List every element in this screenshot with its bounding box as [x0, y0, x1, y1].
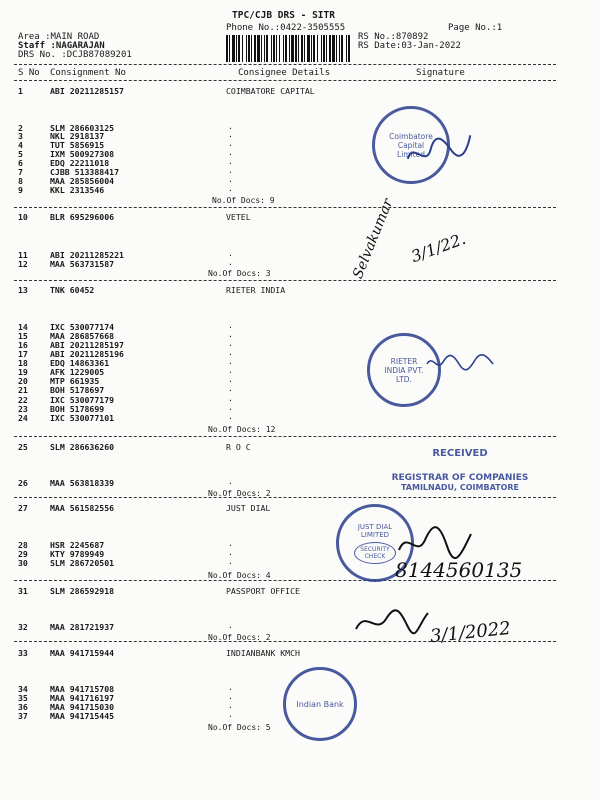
barcode-bar [289, 35, 290, 62]
page-number: Page No.:1 [448, 23, 503, 33]
consignment-number: MAA 563731587 [50, 259, 115, 269]
barcode-bar [266, 35, 268, 62]
consignment-number: ABI 20211285197 [50, 340, 124, 350]
serial-number: 33 [18, 648, 28, 658]
consignment-number: TUT 5856915 [50, 140, 105, 150]
barcode-bar [346, 35, 347, 62]
phone-number: Phone No.:0422-3505555 [226, 23, 346, 33]
stamp-inner-text: SECURITY CHECK [354, 542, 396, 564]
serial-number: 15 [18, 331, 28, 341]
rs-date: RS Date:03-Jan-2022 [358, 41, 461, 51]
barcode-bar [238, 35, 240, 62]
consignment-number: NKL 2918137 [50, 131, 105, 141]
barcode-bar [295, 35, 297, 62]
serial-number: 7 [18, 167, 23, 177]
serial-number: 24 [18, 413, 28, 423]
barcode-bar [229, 35, 230, 62]
barcode-bar [264, 35, 265, 62]
dot-mark: . [228, 709, 233, 719]
consignment-number: SLM 286720501 [50, 558, 115, 568]
consignment-number: MAA 285856004 [50, 176, 115, 186]
serial-number: 34 [18, 684, 28, 694]
group-divider [14, 497, 556, 498]
consignment-number: MAA 281721937 [50, 622, 115, 632]
dot-mark: . [228, 347, 233, 357]
docs-count: No.Of Docs: 2 [208, 489, 271, 498]
dot-mark: . [228, 476, 233, 486]
serial-number: 1 [18, 86, 23, 96]
dot-mark: . [228, 156, 233, 166]
serial-number: 22 [18, 395, 28, 405]
divider [14, 80, 556, 81]
barcode-bar [246, 35, 247, 62]
dot-mark: . [228, 121, 233, 131]
dot-mark: . [228, 402, 233, 412]
dot-mark: . [228, 147, 233, 157]
dot-mark: . [228, 547, 233, 557]
serial-number: 28 [18, 540, 28, 550]
barcode-bar [304, 35, 305, 62]
consignment-number: HSR 2245687 [50, 540, 105, 550]
barcode-bar [313, 35, 315, 62]
consignment-number: MAA 941715030 [50, 702, 115, 712]
consignment-number: MAA 941715708 [50, 684, 115, 694]
col-consignee: Consignee Details [238, 68, 331, 78]
barcode-bar [336, 35, 337, 62]
docs-count: No.Of Docs: 5 [208, 723, 271, 732]
serial-number: 5 [18, 149, 23, 159]
serial-number: 3 [18, 131, 23, 141]
serial-number: 2 [18, 123, 23, 133]
consignment-number: BLR 695296006 [50, 212, 115, 222]
dot-mark: . [228, 393, 233, 403]
dot-mark: . [228, 320, 233, 330]
consignee-name: INDIANBANK KMCH [226, 648, 300, 658]
barcode-bar [276, 35, 277, 62]
consignment-number: SLM 286603125 [50, 123, 115, 133]
consignment-number: IXM 500927308 [50, 149, 115, 159]
dot-mark: . [228, 129, 233, 139]
barcode-bar [226, 35, 228, 62]
consignment-number: EDQ 22211018 [50, 158, 110, 168]
dot-mark: . [228, 257, 233, 267]
consignment-number: MAA 941716197 [50, 693, 115, 703]
dot-mark: . [228, 356, 233, 366]
rieter-signature [425, 350, 495, 378]
serial-number: 32 [18, 622, 28, 632]
consignment-number: ABI 20211285157 [50, 86, 124, 96]
barcode-bar [326, 35, 327, 62]
barcode-bar [317, 35, 318, 62]
consignment-number: KTY 9789949 [50, 549, 105, 559]
stamp-text: RIETER INDIA PVT. LTD. [384, 356, 424, 384]
dot-mark: . [228, 556, 233, 566]
serial-number: 12 [18, 259, 28, 269]
consignment-number: BOH 5178697 [50, 385, 105, 395]
indian-bank-stamp [283, 667, 357, 741]
serial-number: 4 [18, 140, 23, 150]
roc-received-stamp [375, 448, 545, 492]
barcode-bar [257, 35, 260, 62]
vetel-signature: Selvakumar [350, 196, 397, 281]
serial-number: 20 [18, 376, 28, 386]
stamp-line: REGISTRAR OF COMPANIES [391, 473, 529, 483]
barcode-bar [332, 35, 335, 62]
consignee-name: RIETER INDIA [226, 285, 286, 295]
barcode-bar [321, 35, 322, 62]
consignee-name: VETEL [226, 212, 251, 222]
consignment-number: MAA 941715944 [50, 648, 115, 658]
dot-mark: . [228, 138, 233, 148]
serial-number: 30 [18, 558, 28, 568]
serial-number: 29 [18, 549, 28, 559]
barcode-bar [341, 35, 343, 62]
barcode-bar [242, 35, 243, 62]
stamp-line: TAMILNADU, COIMBATORE [400, 483, 520, 492]
dot-mark: . [228, 374, 233, 384]
consignment-number: MAA 941715445 [50, 711, 115, 721]
docs-count: No.Of Docs: 3 [208, 269, 271, 278]
consignment-number: CJBB 513388417 [50, 167, 120, 177]
consignment-number: AFK 1229005 [50, 367, 105, 377]
barcode-bar [279, 35, 280, 62]
group-divider [14, 280, 556, 281]
consignment-number: KKL 2313546 [50, 185, 105, 195]
barcode-bar [271, 35, 272, 62]
dot-mark: . [228, 338, 233, 348]
dot-mark: . [228, 383, 233, 393]
serial-number: 9 [18, 185, 23, 195]
stamp-text: Indian Bank [296, 699, 344, 709]
consignment-number: IXC 530077101 [50, 413, 115, 423]
docs-count: No.Of Docs: 2 [208, 633, 271, 642]
barcode-bar [261, 35, 262, 62]
serial-number: 17 [18, 349, 28, 359]
barcode-bar [311, 35, 312, 62]
drs-title: TPC/CJB DRS - SITR [232, 10, 335, 21]
serial-number: 14 [18, 322, 28, 332]
barcode-bar [254, 35, 256, 62]
dot-mark: . [228, 365, 233, 375]
serial-number: 6 [18, 158, 23, 168]
serial-number: 21 [18, 385, 28, 395]
serial-number: 23 [18, 404, 28, 414]
consignee-name: PASSPORT OFFICE [226, 586, 300, 596]
passport-sign-date: 3/1/2022 [429, 617, 512, 648]
barcode-bar [248, 35, 250, 62]
just-dial-phone: 8144560135 [395, 558, 523, 582]
serial-number: 16 [18, 340, 28, 350]
consignment-number: EDQ 14863361 [50, 358, 110, 368]
barcode-bar [339, 35, 340, 62]
consignee-name: JUST DIAL [226, 503, 271, 513]
serial-number: 10 [18, 212, 28, 222]
dot-mark: . [228, 620, 233, 630]
divider [14, 64, 556, 65]
barcode-bar [348, 35, 350, 62]
serial-number: 26 [18, 478, 28, 488]
area-label: Area :MAIN ROAD [18, 32, 100, 42]
serial-number: 31 [18, 586, 28, 596]
serial-number: 27 [18, 503, 28, 513]
barcode-bar [329, 35, 331, 62]
passport-signature [352, 605, 432, 643]
dot-mark: . [228, 538, 233, 548]
drs-number: DRS No. :DCJB87089201 [18, 50, 132, 60]
stamp-text: JUST DIAL LIMITED [357, 522, 393, 539]
barcode-bar [301, 35, 303, 62]
serial-number: 37 [18, 711, 28, 721]
consignment-number: TNK 60452 [50, 285, 95, 295]
consignment-number: MAA 563818339 [50, 478, 115, 488]
serial-number: 18 [18, 358, 28, 368]
barcode-bar [283, 35, 284, 62]
barcode-bar [273, 35, 275, 62]
barcode-bar [285, 35, 287, 62]
consignment-number: MAA 286857668 [50, 331, 115, 341]
serial-number: 35 [18, 693, 28, 703]
docs-count: No.Of Docs: 4 [208, 571, 271, 580]
serial-number: 25 [18, 442, 28, 452]
barcode-bar [251, 35, 252, 62]
docs-count: No.Of Docs: 9 [212, 196, 275, 205]
staff-label: Staff :NAGARAJAN [18, 41, 105, 51]
vetel-sign-date: 3/1/22. [408, 228, 469, 267]
consignment-number: IXC 530077179 [50, 395, 115, 405]
consignment-number: BOH 5178699 [50, 404, 105, 414]
consignment-number: SLM 286636260 [50, 442, 115, 452]
consignment-number: IXC 530077174 [50, 322, 115, 332]
barcode-bar [232, 35, 235, 62]
barcode-bar [307, 35, 310, 62]
consignment-number: MTP 661935 [50, 376, 100, 386]
dot-mark: . [228, 691, 233, 701]
consignment-number: SLM 286592918 [50, 586, 115, 596]
serial-number: 11 [18, 250, 28, 260]
consignment-number: ABI 20211285196 [50, 349, 124, 359]
col-signature: Signature [416, 68, 465, 78]
docs-count: No.Of Docs: 12 [208, 425, 276, 434]
barcode [226, 35, 352, 62]
dot-mark: . [228, 329, 233, 339]
consignee-name: COIMBATORE CAPITAL [226, 86, 315, 96]
dot-mark: . [228, 700, 233, 710]
group-divider [14, 436, 556, 437]
dot-mark: . [228, 411, 233, 421]
dot-mark: . [228, 248, 233, 258]
barcode-bar [236, 35, 237, 62]
serial-number: 19 [18, 367, 28, 377]
dot-mark: . [228, 682, 233, 692]
stamp-text: Coimbatore Capital Limited [389, 131, 433, 159]
stamp-line: RECEIVED [432, 448, 488, 459]
barcode-bar [298, 35, 299, 62]
barcode-bar [291, 35, 294, 62]
col-sno: S No [18, 68, 40, 78]
consignment-number: ABI 20211285221 [50, 250, 124, 260]
barcode-bar [323, 35, 325, 62]
serial-number: 13 [18, 285, 28, 295]
col-consignment: Consignment No [50, 68, 126, 78]
serial-number: 36 [18, 702, 28, 712]
consignee-name: R O C [226, 442, 251, 452]
group-divider [14, 207, 556, 208]
dot-mark: . [228, 165, 233, 175]
serial-number: 8 [18, 176, 23, 186]
rs-number: RS No.:870892 [358, 32, 429, 42]
dot-mark: . [228, 183, 233, 193]
dot-mark: . [228, 174, 233, 184]
consignment-number: MAA 561582556 [50, 503, 115, 513]
